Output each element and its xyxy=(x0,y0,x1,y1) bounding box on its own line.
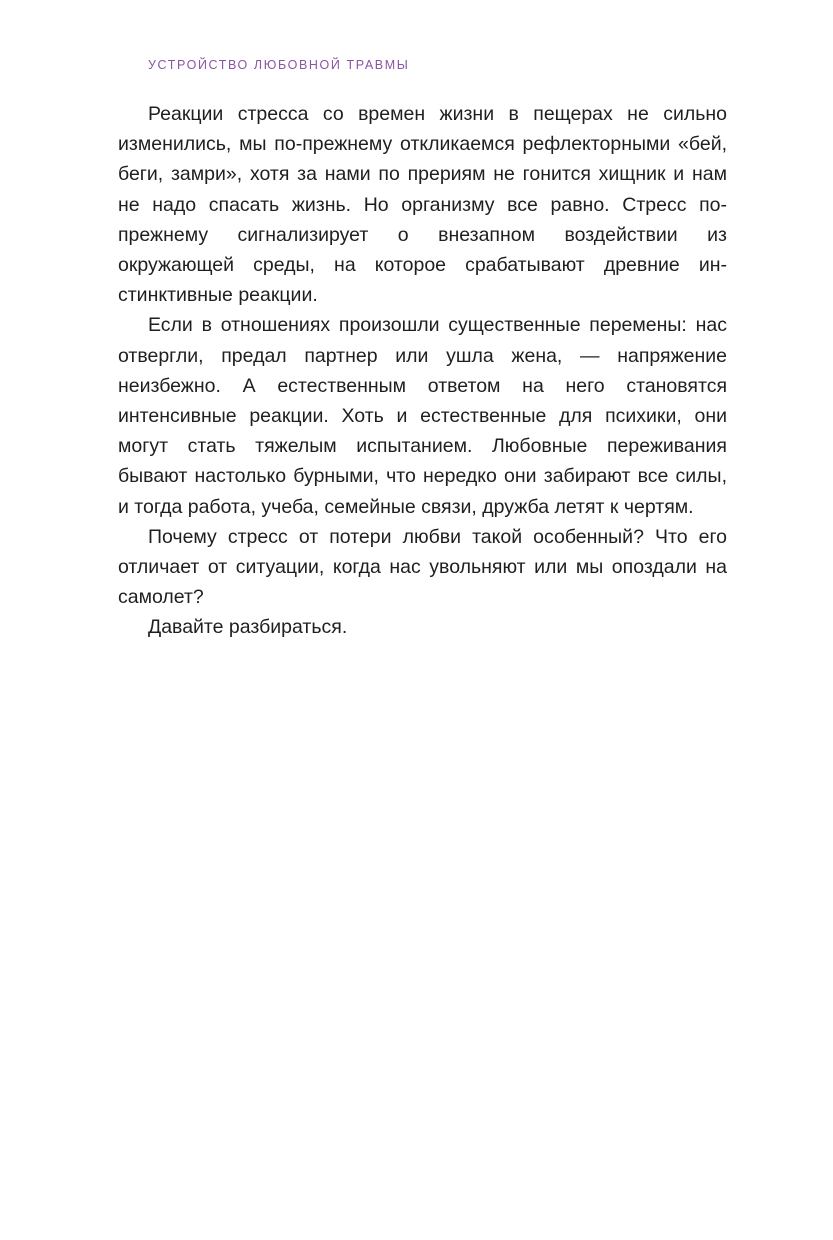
body-text xyxy=(118,99,727,643)
paragraph-2: Если в отношениях произошли существенные перемены: нас отвергли, предал партнер или ушла жена, — напряжение неизбежно. А естественным ответом на него становятся интенсивные реакции. Хоть и естественные для психики, они могут стать тяжелым испытанием. Любовные переживания бывают настолько бурными, что нередко они забирают все силы, и тогда работа, учеба, семейные связи, дружба летят к чертям. xyxy=(118,314,727,518)
running-head: УСТРОЙСТВО ЛЮБОВНОЙ ТРАВМЫ xyxy=(148,58,410,72)
paragraph-3: Почему стресс от потери любви такой особенный? Что его отличает от ситуации, когда нас увольняют или мы опоздали на самолет? xyxy=(118,525,727,609)
paragraph-1: Реакции стресса со времен жизни в пещерах не сильно изменились, мы по-прежнему откликаемся рефлекторными «бей, беги, замри», хотя за нами по прериям не гонится хищник и нам не надо спасать жизнь. Но организму все равно. Стресс по-прежнему сигнализирует о внезапном воздействии из окружающей среды, на которое срабатывают древние инстинктивные реакции. xyxy=(118,103,727,307)
paragraph-4: Давайте разбираться. xyxy=(148,616,348,639)
